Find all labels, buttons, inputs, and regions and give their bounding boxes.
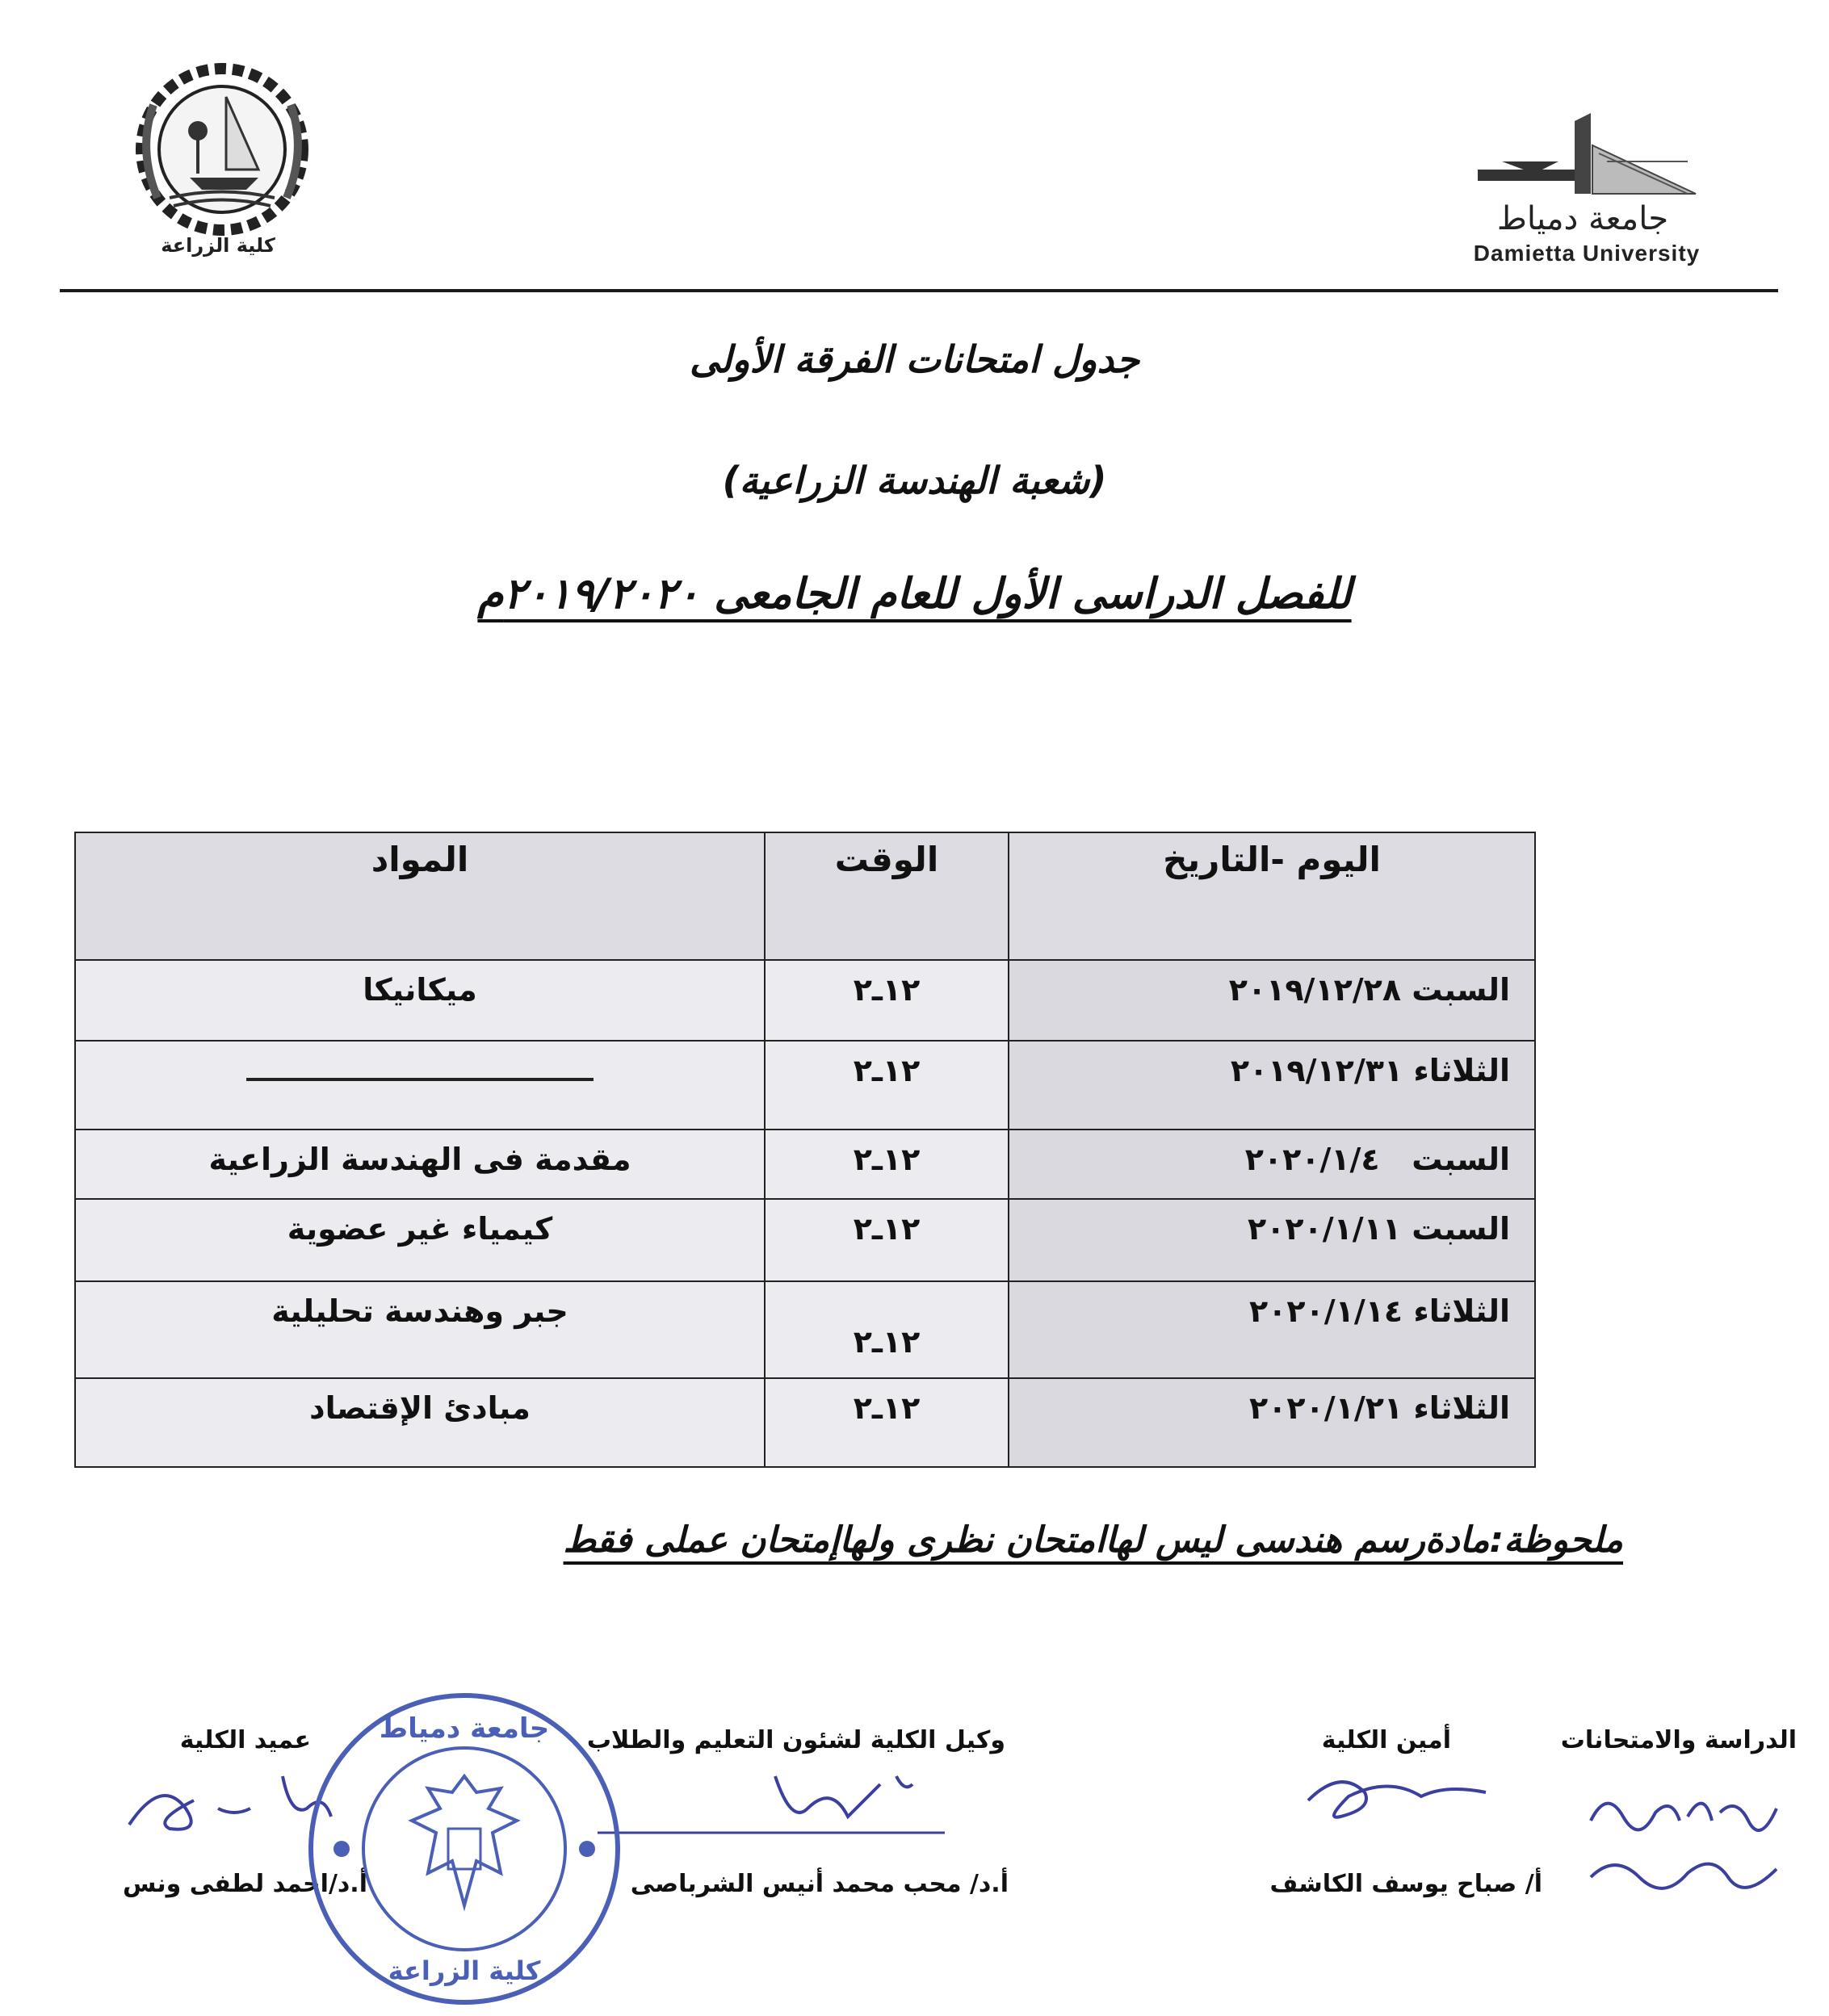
cell-date: السبت ٢٠٢٠/١/١١ (1009, 1199, 1535, 1281)
exams-office-title: الدراسة والامتحانات (1560, 1726, 1797, 1754)
vice-dean-signature (589, 1752, 953, 1849)
gear-wreath-boat-icon (121, 57, 323, 242)
table-row (75, 1281, 1535, 1378)
cell-time: ١٢ـ٢ (765, 960, 1009, 1041)
cell-subject-empty (75, 1041, 765, 1130)
faculty-label: كلية الزراعة (161, 234, 275, 257)
document-title: جدول امتحانات الفرقة الأولى (689, 337, 1140, 381)
damietta-university-logo (1454, 113, 1720, 275)
vice-dean-title: وكيل الكلية لشئون التعليم والطلاب (586, 1726, 1005, 1754)
cell-date: السبت ٢٠١٩/١٢/٢٨ (1009, 960, 1535, 1041)
cell-date: الثلاثاء ٢٠٢٠/١/٢١ (1009, 1378, 1535, 1467)
cell-time: ١٢ـ٢ (853, 1324, 921, 1360)
secretary-name: أ/ صباح يوسف الكاشف (1269, 1870, 1542, 1898)
exam-schedule-table (74, 832, 1536, 1468)
cell-time: ١٢ـ٢ (765, 1041, 1009, 1130)
table-row (75, 1130, 1535, 1199)
dean-name: أ.د/احمد لطفى ونس (122, 1870, 367, 1898)
cell-time: ١٢ـ٢ (765, 1378, 1009, 1467)
university-emblem-icon (1454, 113, 1720, 202)
semester-heading (0, 570, 1829, 618)
table-row (75, 1199, 1535, 1281)
stamp-top-text: جامعة دمياط (379, 1712, 550, 1745)
cell-subject: مقدمة فى الهندسة الزراعية (75, 1130, 765, 1199)
stamp-bottom-text: كلية الزراعة (388, 1955, 541, 1986)
table-header-row (75, 832, 1535, 960)
table-row (75, 960, 1535, 1041)
secretary-title: أمين الكلية (1321, 1726, 1451, 1754)
cell-subject: كيمياء غير عضوية (75, 1199, 765, 1281)
table-row (75, 1041, 1535, 1130)
department-subtitle: (شعبة الهندسة الزراعية) (722, 459, 1107, 502)
cell-date: الثلاثاء ٢٠١٩/١٢/٣١ (1009, 1041, 1535, 1130)
header-date: اليوم -التاريخ (1009, 832, 1535, 960)
no-exam-dash (246, 1078, 594, 1081)
eagle-stamp-icon (303, 1687, 626, 2010)
university-name-arabic: جامعة دمياط (1496, 200, 1669, 237)
header-subject: المواد (75, 832, 765, 960)
cell-time-container (765, 1281, 1009, 1378)
table-row (75, 1378, 1535, 1467)
cell-time: ١٢ـ٢ (765, 1130, 1009, 1199)
dean-title: عميد الكلية (179, 1726, 311, 1754)
cell-time: ١٢ـ٢ (765, 1199, 1009, 1281)
cell-subject: مبادئ الإقتصاد (75, 1378, 765, 1467)
cell-subject: ميكانيكا (75, 960, 765, 1041)
header-divider (60, 289, 1778, 292)
header-time: الوقت (765, 832, 1009, 960)
official-stamp (303, 1687, 626, 2010)
note-text: ملحوظة:مادةرسم هندسى ليس لهاامتحان نظرى ولهاإمتحان عملى فقط (563, 1519, 1623, 1561)
cell-subject: جبر وهندسة تحليلية (75, 1281, 765, 1378)
secretary-signature (1292, 1752, 1502, 1833)
exams-office-signature (1583, 1772, 1793, 1909)
vice-dean-name: أ.د/ محب محمد أنيس الشرباصى (630, 1870, 1009, 1898)
university-name-english: Damietta University (1473, 241, 1701, 266)
cell-date: السبت ٢٠٢٠/١/٤ (1009, 1130, 1535, 1199)
faculty-of-agriculture-logo (121, 57, 323, 283)
semester-heading-text: للفصل الدراسى الأول للعام الجامعى ٢٠١٩/٢٠٢٠م (477, 570, 1352, 618)
cell-date: الثلاثاء ٢٠٢٠/١/١٤ (1009, 1281, 1535, 1378)
note (0, 1519, 1623, 1561)
